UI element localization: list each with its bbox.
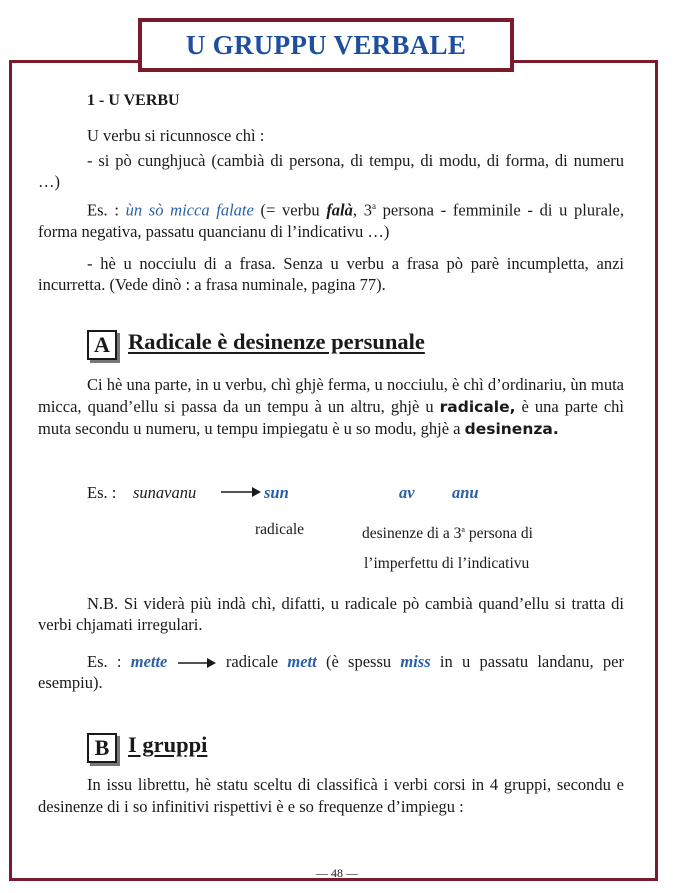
- example-2-prefix: Es. :: [87, 483, 117, 502]
- example-word: sunavanu: [133, 483, 197, 502]
- arrow-icon: [177, 657, 217, 669]
- example-ending-2: anu: [452, 483, 479, 502]
- label-radicale: radicale: [255, 521, 305, 538]
- example-root: sun: [264, 483, 289, 502]
- example-3-word: mette: [130, 652, 168, 671]
- example-3: Es. : mette radicale mett (è spessu miss in u passatu landanu, per esempiu).: [38, 652, 624, 692]
- section-letter-b: B: [87, 733, 117, 763]
- page-number: — 48 —: [316, 866, 358, 880]
- example-3-alt: miss: [400, 652, 431, 671]
- section-letter-a: A: [87, 330, 117, 360]
- example-1: Es. : ùn sò micca falate (= verbu falà, 3$^a$ persona - femminile - di u plurale, forma negativa, passatu quancianu di l’indicativu …): [38, 200, 624, 241]
- page-title: U GRUPPU VERBALE: [138, 18, 514, 72]
- label-imperfettu: l’imperfettu di l’indicativu: [364, 555, 530, 572]
- example-3-root: mett: [287, 652, 317, 671]
- arrow-icon: [220, 485, 262, 499]
- intro-text: U verbu si ricunnosce chì :: [87, 126, 265, 145]
- section-heading-verbu: 1 - U VERBU: [87, 92, 180, 109]
- example-phrase: ùn sò micca falate: [125, 200, 254, 220]
- example-ending-1: av: [399, 483, 415, 502]
- keyword-desinenza: desinenza.: [464, 420, 559, 438]
- point-2: - hè u nocciulu di a frasa. Senza u verbu a frasa pò parè incumpletta, anzi incurretta. (Vede dinò : a frasa numinale, pagina 77).: [38, 254, 624, 294]
- keyword-radicale: radicale,: [439, 398, 516, 416]
- section-b-paragraph: In issu librettu, hè statu sceltu di classificà i verbi corsi in 4 gruppi, secondu e desinenze di i so infinitivi rispettivi è e so frequenze d’impiegu :: [38, 775, 624, 816]
- nb-paragraph: N.B. Si viderà più indà chì, difatti, u radicale pò cambià quand’ellu si tratta di verbi chjamati irregulari.: [38, 594, 624, 634]
- section-heading-a: Radicale è desinenze persunale: [128, 329, 425, 354]
- point-1: - si pò cunghjucà (cambià di persona, di tempu, di modu, di forma, di numeru …): [38, 151, 624, 191]
- example-verb: falà: [326, 200, 353, 220]
- label-desinenze: desinenze di a 3$^a$ persona di: [362, 525, 533, 543]
- section-heading-b: I gruppi: [128, 732, 208, 757]
- section-a-paragraph: Ci hè una parte, in u verbu, chì ghjè ferma, u nocciulu, è chì d’ordinariu, ùn muta micca, quand’ellu si passa da un tempu à un altru, ghjè u radicale, è una parte chì muta secondu u numeru, u tempu impiegatu è u so modu, ghjè a desinenza.: [38, 375, 624, 438]
